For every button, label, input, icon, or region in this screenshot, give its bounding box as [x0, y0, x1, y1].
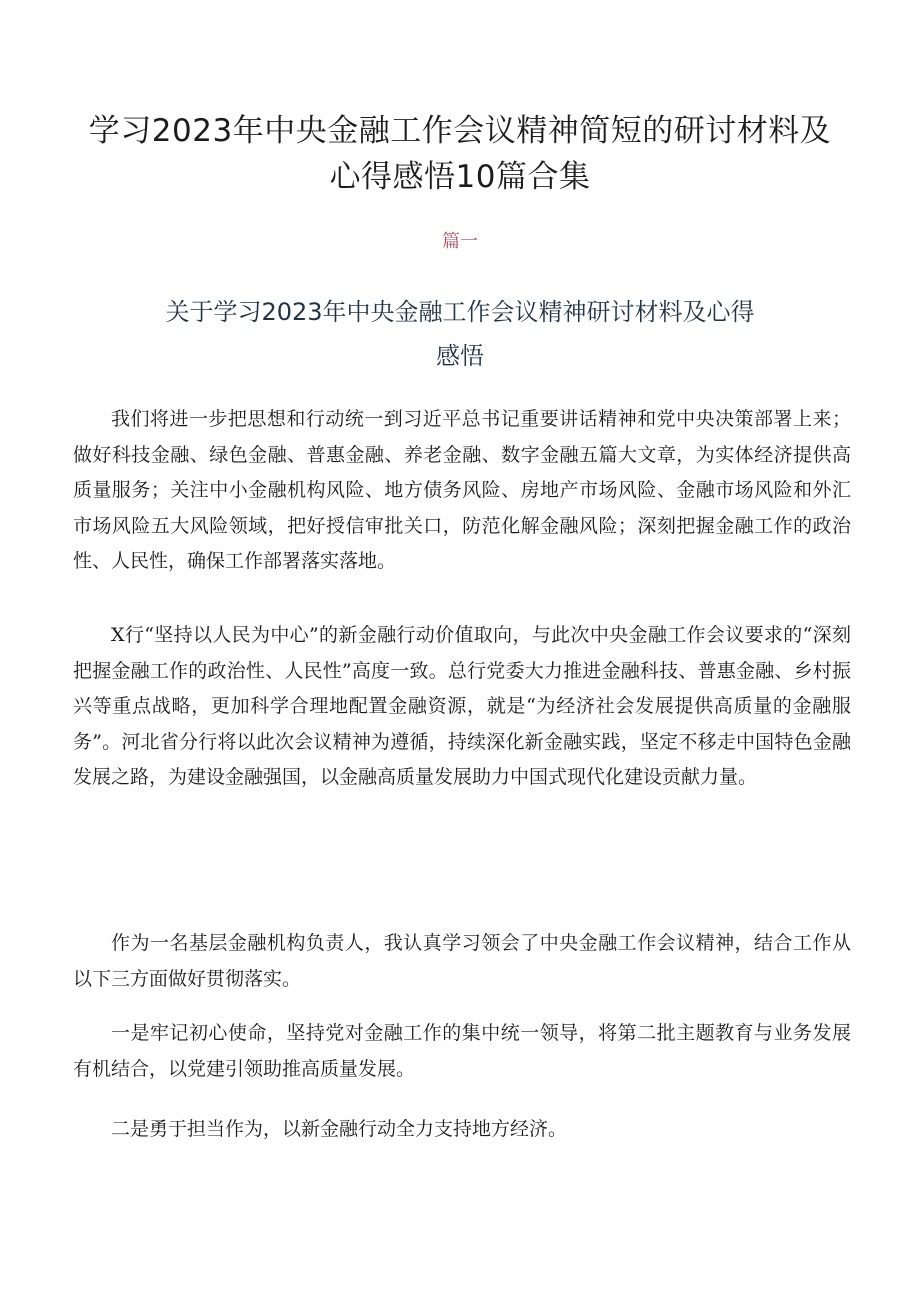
body-paragraph-1: 我们将进一步把思想和行动统一到习近平总书记重要讲话精神和党中央决策部署上来；做好科技金融、绿色金融、普惠金融、养老金融、数字金融五篇大文章，为实体经济提供高质量服务；关注中小金融机构风险、地方债务风险、房地产市场风险、金融市场风险和外汇市场风险五大风险领域，把好授信审批关口，防范化解金融风险；深刻把握金融工作的政治性、人民性，确保工作部署落实落地。 [73, 408, 851, 572]
section-title [100, 290, 820, 378]
document-title-line-2: 心得感悟10篇合集 [329, 159, 591, 195]
section-label: 篇一 [442, 231, 478, 252]
body-paragraph-4: 一是牢记初心使命，坚持党对金融工作的集中统一领导，将第二批主题教育与业务发展有机结合，以党建引领助推高质量发展。 [73, 1022, 851, 1080]
section-title-line-2: 感悟 [436, 342, 484, 370]
body-paragraph-2: X行“坚持以人民为中心”的新金融行动价值取向，与此次中央金融工作会议要求的“深刻把握金融工作的政治性、人民性”高度一致。总行党委大力推进金融科技、普惠金融、乡村振兴等重点战略，更加科学合理地配置金融资源，就是“为经济社会发展提供高质量的金融服务”。河北省分行将以此次会议精神为遵循，持续深化新金融实践，坚定不移走中国特色金融发展之路，为建设金融强国，以金融高质量发展助力中国式现代化建设贡献力量。 [73, 624, 851, 788]
section-title-line-1: 关于学习2023年中央金融工作会议精神研讨材料及心得 [165, 298, 755, 326]
body-paragraph-5: 二是勇于担当作为，以新金融行动全力支持地方经济。 [111, 1118, 568, 1140]
document-title [60, 108, 860, 200]
document-title-line-1: 学习2023年中央金融工作会议精神简短的研讨材料及 [88, 113, 832, 149]
body-paragraph-3: 作为一名基层金融机构负责人，我认真学习领会了中央金融工作会议精神，结合工作从以下三方面做好贯彻落实。 [73, 932, 851, 990]
